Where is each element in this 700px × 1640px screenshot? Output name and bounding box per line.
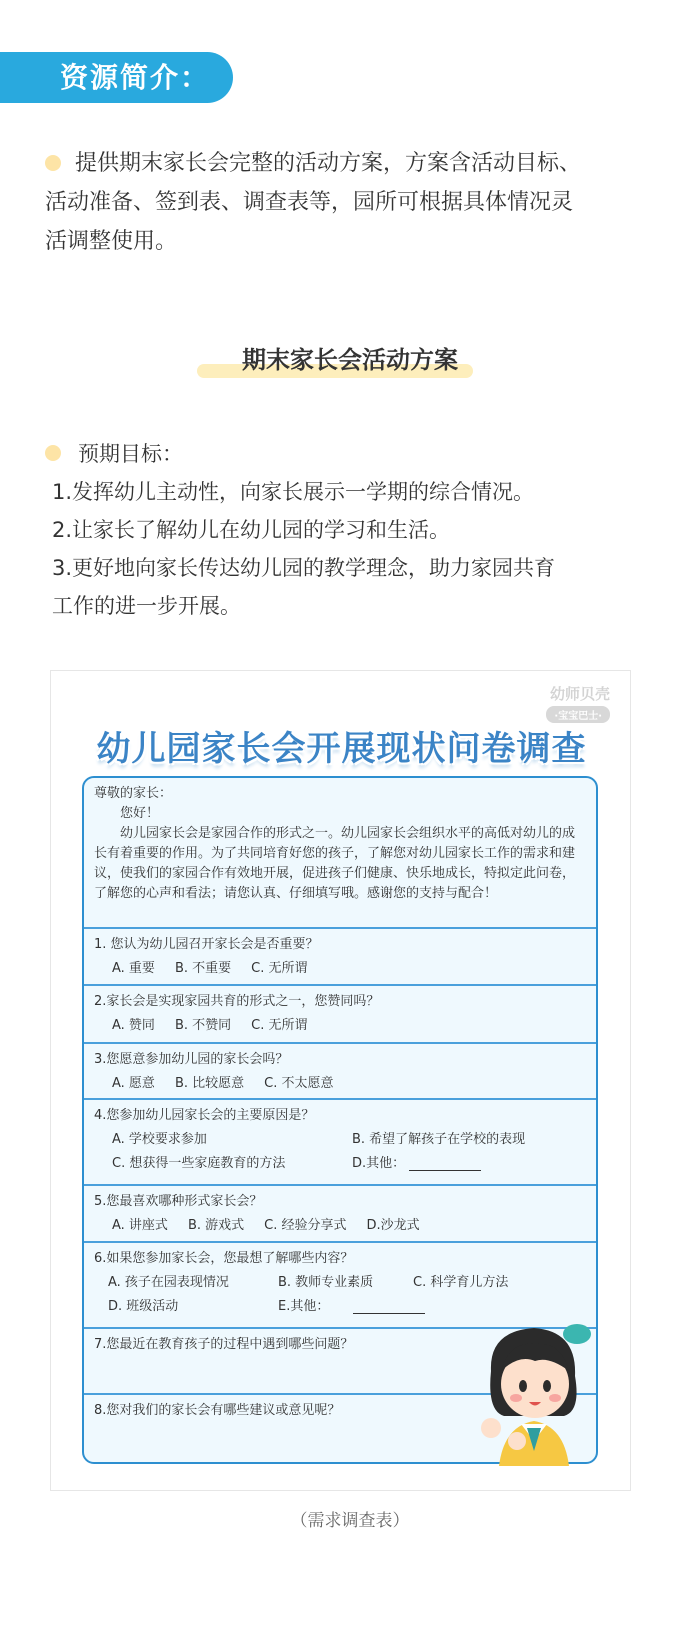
survey-image [50, 670, 631, 1491]
goal-item: 1.发挥幼儿主动性，向家长展示一学期的综合情况。 [52, 480, 535, 504]
question: 7.您最近在教育孩子的过程中遇到哪些问题？ [84, 1329, 596, 1395]
goals-heading: 预期目标： [78, 442, 183, 466]
section-title: 期末家长会活动方案 [242, 346, 458, 374]
section-banner: 资源简介： [0, 52, 233, 103]
survey-title: 幼儿园家长会开展现状问卷调查 [96, 729, 587, 769]
bullet-dot [45, 155, 61, 171]
question: 5.您最喜欢哪种形式家长会？ A. 讲座式 B. 游戏式 C. 经验分享式 D.沙龙式 [84, 1186, 596, 1243]
intro-line: 活调整使用。 [45, 229, 178, 254]
goal-item: 工作的进一步开展。 [52, 594, 241, 618]
question: 4.您参加幼儿园家长会的主要原因是？ A. 学校要求参加 B. 希望了解孩子在学校的表现 C. 想获得一些家庭教育的方法 D.其他： [84, 1100, 596, 1186]
goal-item: 3.更好地向家长传达幼儿园的教学理念，助力家园共育 [52, 556, 556, 580]
question: 3.您愿意参加幼儿园的家长会吗？ A. 愿意 B. 比较愿意 C. 不太愿意 [84, 1044, 596, 1100]
survey-intro: 尊敬的家长： 您好！ 幼儿园家长会是家园合作的形式之一。幼儿园家长会组织水平的高低对幼儿的成长有着重要的作用。为了共同培育好您的孩子，了解您对幼儿园家长工作的需求和建议，使我们的家园合作有效地开展，促进孩子们健康、快乐地成长，特拟定此问卷，了解您的心声和看法；请您认真、仔细填写哦。感谢您的支持与配合！ [84, 778, 596, 929]
intro-line: 活动准备、签到表、调查表等，园所可根据具体情况灵 [45, 190, 574, 215]
bullet-dot [45, 445, 61, 461]
intro-line: 提供期末家长会完整的活动方案，方案含活动目标、 [75, 151, 582, 176]
question: 2.家长会是实现家园共育的形式之一，您赞同吗？ A. 赞同 B. 不赞同 C. 无所谓 [84, 986, 596, 1044]
figure-caption: （需求调查表） [290, 1511, 410, 1531]
question: 1. 您认为幼儿园召开家长会是否重要？ A. 重要 B. 不重要 C. 无所谓 [84, 929, 596, 986]
goal-item: 2.让家长了解幼儿在幼儿园的学习和生活。 [52, 518, 451, 542]
girl-illustration [469, 1316, 599, 1466]
logo: 幼师贝壳 ·宝宝巴士· [546, 683, 610, 723]
question: 6.如果您参加家长会，您最想了解哪些内容？ A. 孩子在园表现情况 B. 教师专业素质 C. 科学育儿方法 D. 班级活动 E.其他： [84, 1243, 596, 1329]
question: 8.您对我们的家长会有哪些建议或意见呢？ [94, 1403, 341, 1418]
